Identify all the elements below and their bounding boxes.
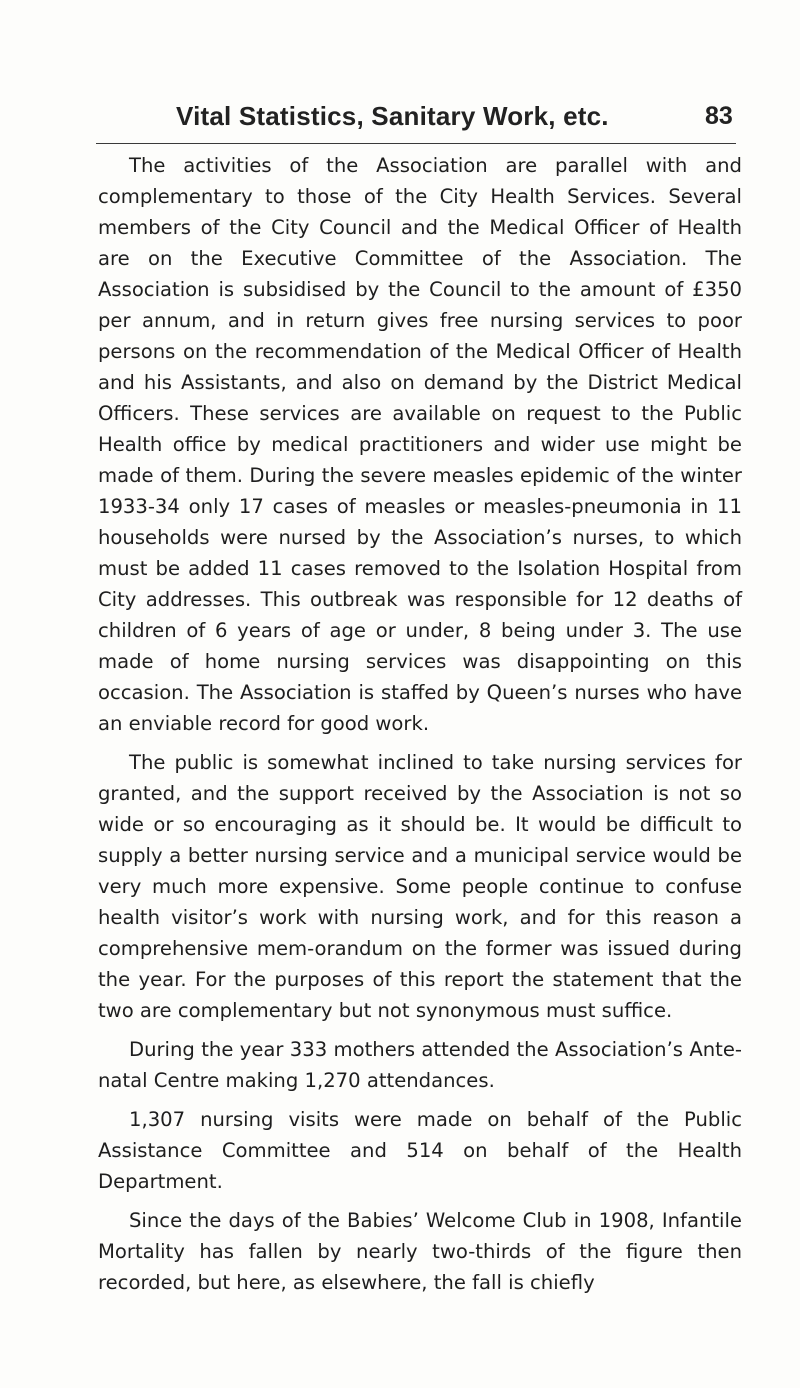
paragraph-ante-natal-centre: During the year 333 mothers attended the Association’s Ante-natal Centre making 1,270 attendances. xyxy=(98,1038,742,1092)
paragraph-infantile-mortality: Since the days of the Babies’ Welcome Club in 1908, Infantile Mortality has fallen by nearly two-thirds of the figure then recorded, but here, as elsewhere, the fall is chiefly xyxy=(98,1209,742,1294)
paragraph-association-activities: The activities of the Association are parallel with and complementary to those of the City Health Services. Several members of the City Council and the Medical Officer of Health are on the Executive Committee of the Association. The Association is subsidised by the Council to the amount of £350 per annum, and in return gives free nursing services to poor persons on the recommendation of the Medical Officer of Health and his Assistants, and also on demand by the District Medical Officers. These services are available on request to the Public Health office by medical practitioners and wider use might be made of them. During the severe measles epidemic of the winter 1933-34 only 17 cases of measles or measles-pneumonia in 11 households were nursed by the Association’s nurses, to which must be added 11 cases removed to the Isolation Hospital from City addresses. This outbreak was responsible for 12 deaths of children of 6 years of age or under, 8 being under 3. The use made of home nursing services was disappointing on this occasion. The Association is staffed by Queen’s nurses who have an enviable record for good work. xyxy=(98,154,742,735)
body-text xyxy=(98,150,742,1298)
running-title: Vital Statistics, Sanitary Work, etc. xyxy=(176,101,609,131)
paragraph-nursing-visits: 1,307 nursing visits were made on behalf of the Public Assistance Committee and 514 on behalf of the Health Department. xyxy=(98,1108,742,1193)
paragraph-public-support: The public is somewhat inclined to take nursing services for granted, and the support received by the Association is not so wide or so encouraging as it should be. It would be difficult to supply a better nursing service and a municipal service would be very much more expensive. Some people continue to confuse health visitor’s work with nursing work, and for this reason a comprehensive mem-orandum on the former was issued during the year. For the purposes of this report the statement that the two are complementary but not synonymous must suffice. xyxy=(98,751,742,1022)
page-number: 83 xyxy=(705,102,733,130)
running-header xyxy=(0,101,800,137)
header-rule xyxy=(96,143,736,144)
